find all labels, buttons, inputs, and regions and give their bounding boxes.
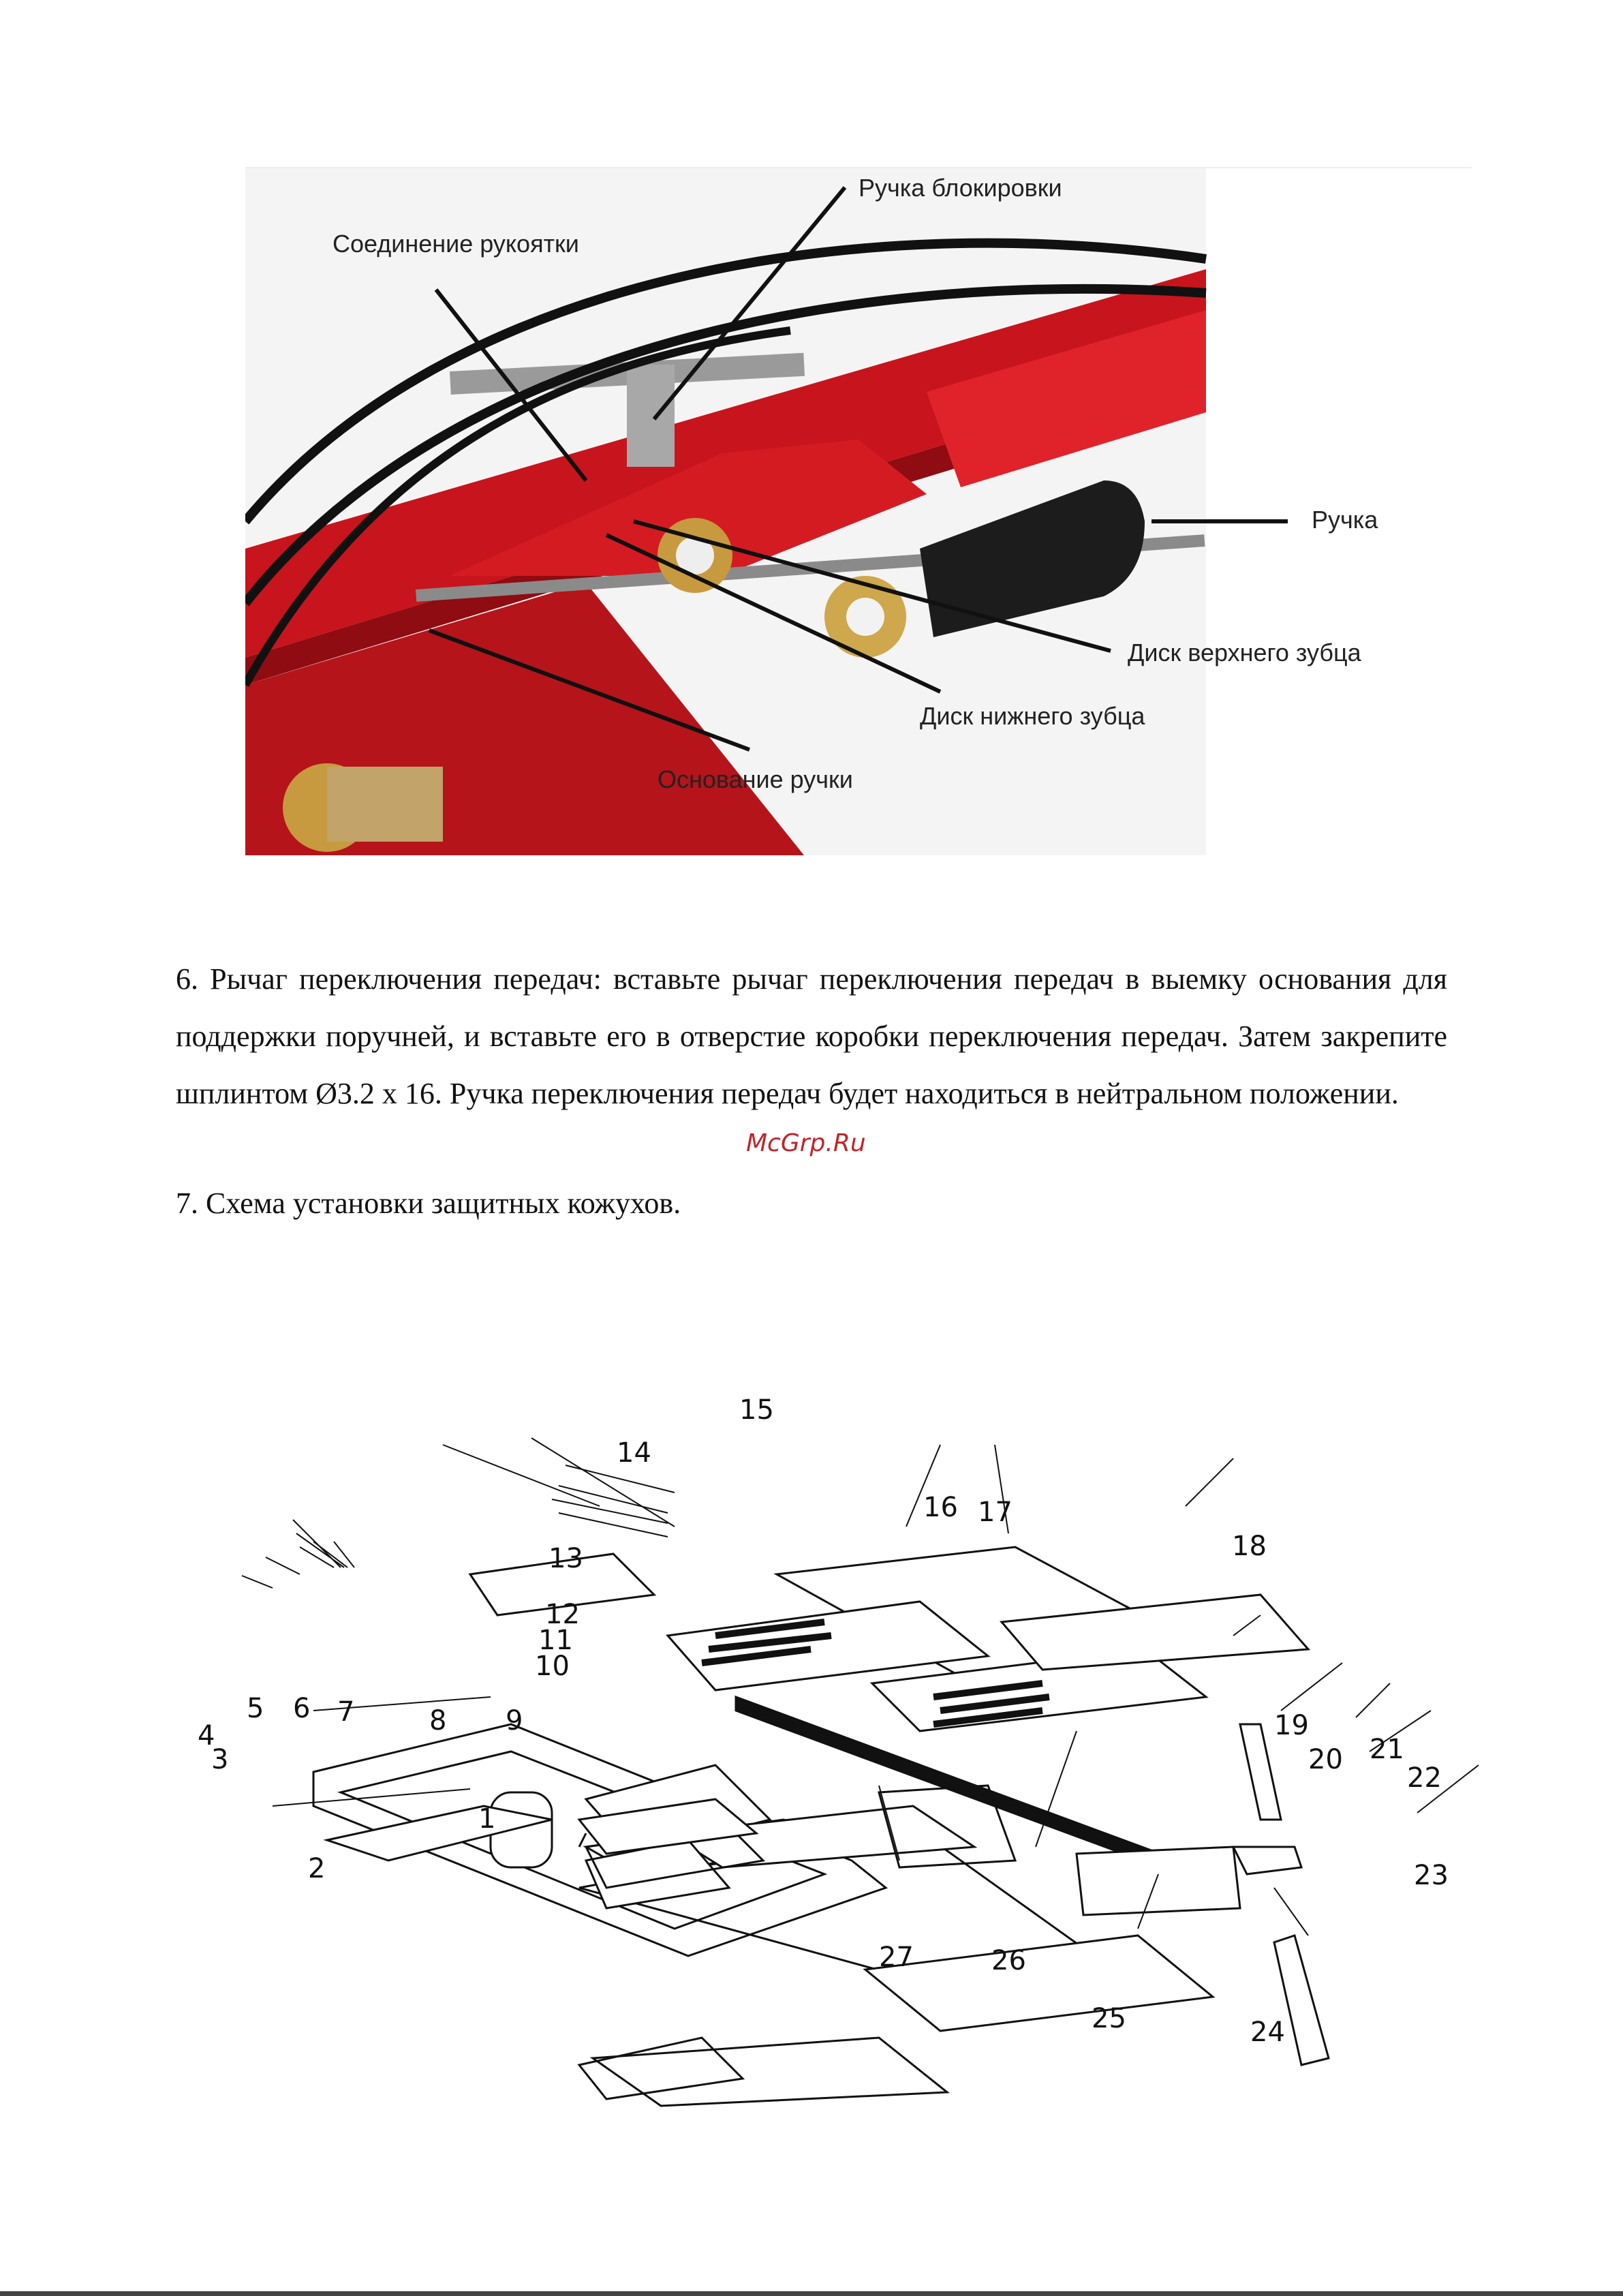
exploded-parts-drawing	[198, 1370, 1485, 2113]
label-lock-handle: Ручка блокировки	[859, 174, 1062, 202]
part-number-17: 17	[978, 1497, 1013, 1528]
part-number-11: 11	[538, 1625, 573, 1656]
part-number-14: 14	[617, 1437, 651, 1469]
label-upper-tooth-disc: Диск верхнего зубца	[1128, 639, 1361, 667]
step-7-heading: 7. Схема установки защитных кожухов.	[176, 1187, 681, 1220]
part-number-24: 24	[1250, 2017, 1285, 2048]
part-number-15: 15	[739, 1394, 774, 1426]
part-number-8: 8	[429, 1705, 447, 1736]
label-lower-tooth-disc: Диск нижнего зубца	[920, 702, 1145, 730]
part-number-13: 13	[548, 1543, 583, 1574]
part-number-16: 16	[923, 1492, 958, 1523]
part-number-4: 4	[198, 1720, 215, 1751]
part-number-2: 2	[308, 1853, 326, 1884]
part-number-6: 6	[293, 1693, 311, 1724]
part-number-26: 26	[991, 1945, 1026, 1976]
part-number-27: 27	[879, 1942, 914, 1973]
part-number-3: 3	[211, 1744, 229, 1775]
guard-installation-diagram	[198, 1370, 1485, 2113]
part-number-18: 18	[1232, 1531, 1267, 1562]
part-number-5: 5	[247, 1693, 264, 1724]
part-number-7: 7	[337, 1696, 355, 1728]
part-number-22: 22	[1407, 1762, 1442, 1794]
part-number-20: 20	[1308, 1744, 1343, 1775]
page-bottom-border	[0, 2291, 1623, 2296]
part-number-25: 25	[1092, 2003, 1126, 2034]
part-number-23: 23	[1414, 1860, 1449, 1891]
handle-assembly-illustration	[245, 167, 1472, 855]
part-number-1: 1	[478, 1803, 496, 1835]
handle-assembly-photo	[245, 167, 1472, 855]
part-number-10: 10	[535, 1651, 570, 1682]
label-handle-joint: Соединение рукоятки	[333, 230, 579, 258]
part-number-19: 19	[1274, 1710, 1309, 1741]
step-6-text: 6. Рычаг переключения передач: вставьте рычаг переключения передач в выемку основания для поддержки поручней, и вставьте его в отверстие коробки переключения передач. Затем закрепите шплинтом Ø3.2 x 16. Ручка переключения передач будет находиться в нейтральном положении.	[176, 962, 1447, 1110]
label-handle-base: Основание ручки	[658, 765, 853, 793]
part-number-21: 21	[1370, 1734, 1404, 1765]
watermark: McGrp.Ru	[746, 1129, 866, 1157]
step-6-paragraph	[176, 951, 1447, 1122]
part-number-12: 12	[545, 1599, 580, 1630]
label-grip: Ручка	[1312, 506, 1378, 534]
part-number-9: 9	[506, 1705, 523, 1736]
